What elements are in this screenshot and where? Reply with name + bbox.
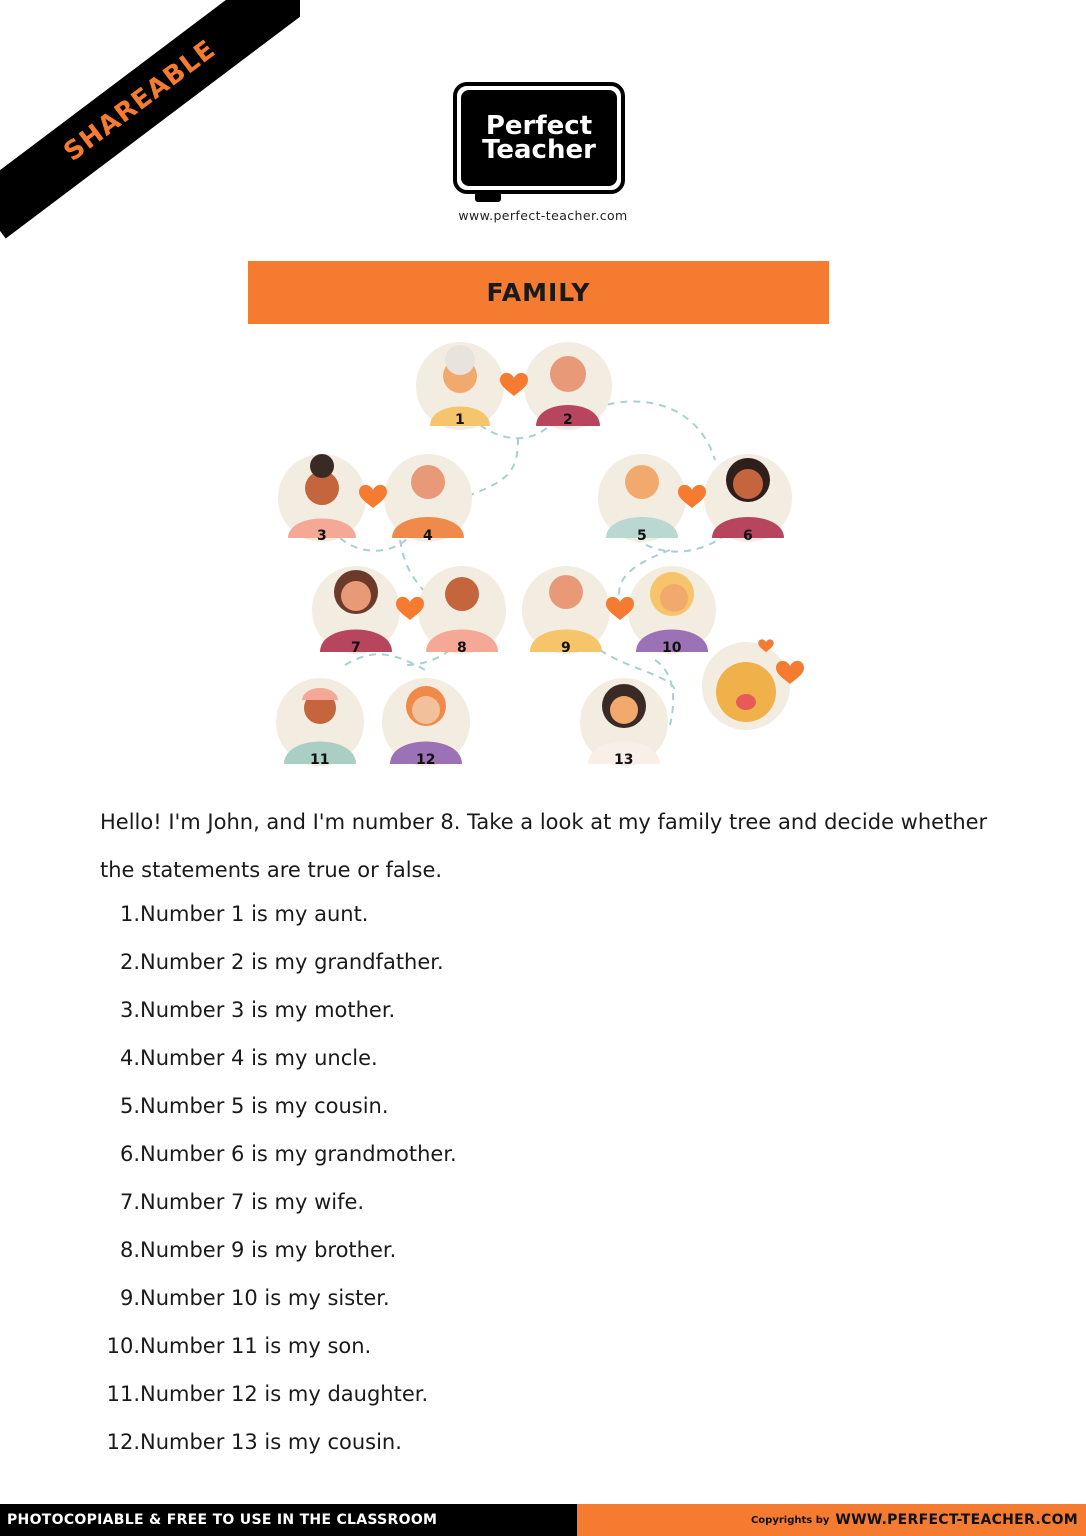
list-item: 11. Number 12 is my daughter. <box>106 1382 429 1406</box>
member-number: 4 <box>423 528 433 544</box>
member-number: 3 <box>317 528 327 544</box>
list-item: 12. Number 13 is my cousin. <box>106 1430 402 1454</box>
member-number: 8 <box>457 640 467 656</box>
title-banner <box>248 261 829 324</box>
copyright-site-link[interactable]: WWW.PERFECT-TEACHER.COM <box>835 1512 1078 1528</box>
page-title: FAMILY <box>486 278 591 307</box>
member-number: 2 <box>563 412 573 428</box>
list-item: 9. Number 10 is my sister. <box>119 1286 390 1310</box>
logo-line-2: Teacher <box>482 135 596 165</box>
list-item: 2. Number 2 is my grandfather. <box>119 950 444 974</box>
footer-copyright <box>577 1504 1086 1536</box>
copyright-label: Copyrights by <box>750 1514 830 1526</box>
member-number: 9 <box>561 640 571 656</box>
member-9-portrait <box>522 566 610 656</box>
list-item: 3. Number 3 is my mother. <box>119 998 396 1022</box>
footer <box>0 1504 1086 1536</box>
perfect-teacher-logo <box>453 82 633 223</box>
heart-icon <box>500 373 528 396</box>
logo-url: www.perfect-teacher.com <box>458 208 628 223</box>
member-number: 7 <box>351 640 361 656</box>
dog-portrait <box>702 639 804 730</box>
list-item: 7. Number 7 is my wife. <box>119 1190 365 1214</box>
member-6-portrait <box>704 454 792 544</box>
list-item: 4. Number 4 is my uncle. <box>119 1046 378 1070</box>
list-item: 1. Number 1 is my aunt. <box>119 902 369 926</box>
member-1-portrait <box>416 342 504 430</box>
list-item: 10. Number 11 is my son. <box>106 1334 372 1358</box>
member-7-portrait <box>312 566 400 656</box>
list-item: 8. Number 9 is my brother. <box>119 1238 397 1262</box>
list-item: 5. Number 5 is my cousin. <box>119 1094 389 1118</box>
member-13-portrait <box>580 678 668 768</box>
member-4-portrait <box>384 454 472 544</box>
shareable-ribbon <box>0 0 300 240</box>
logo-stand <box>475 192 501 202</box>
member-number: 13 <box>614 752 634 768</box>
list-item: 6. Number 6 is my grandmother. <box>119 1142 457 1166</box>
tree-connectors <box>340 401 725 725</box>
member-number: 11 <box>310 752 330 768</box>
member-10-portrait <box>628 566 716 656</box>
member-number: 1 <box>455 412 465 428</box>
member-3-portrait <box>278 454 366 544</box>
member-number: 12 <box>416 752 436 768</box>
member-number: 5 <box>637 528 647 544</box>
member-number: 10 <box>662 640 682 656</box>
member-5-portrait <box>598 454 686 544</box>
intro-paragraph: Hello! I'm John, and I'm number 8. Take a look at my family tree and decide whether the statements are true or false. <box>100 810 988 882</box>
footer-license: PHOTOCOPIABLE & FREE TO USE IN THE CLASSROOM <box>0 1504 577 1536</box>
member-12-portrait <box>382 678 470 768</box>
statements-list <box>100 890 457 1466</box>
member-number: 6 <box>743 528 753 544</box>
ribbon-label: SHAREABLE <box>58 34 222 168</box>
logo-line-1: Perfect <box>485 111 593 141</box>
member-8-portrait <box>418 566 506 656</box>
member-2-portrait <box>524 342 612 430</box>
family-tree-illustration <box>260 330 820 775</box>
member-11-portrait <box>276 678 364 768</box>
